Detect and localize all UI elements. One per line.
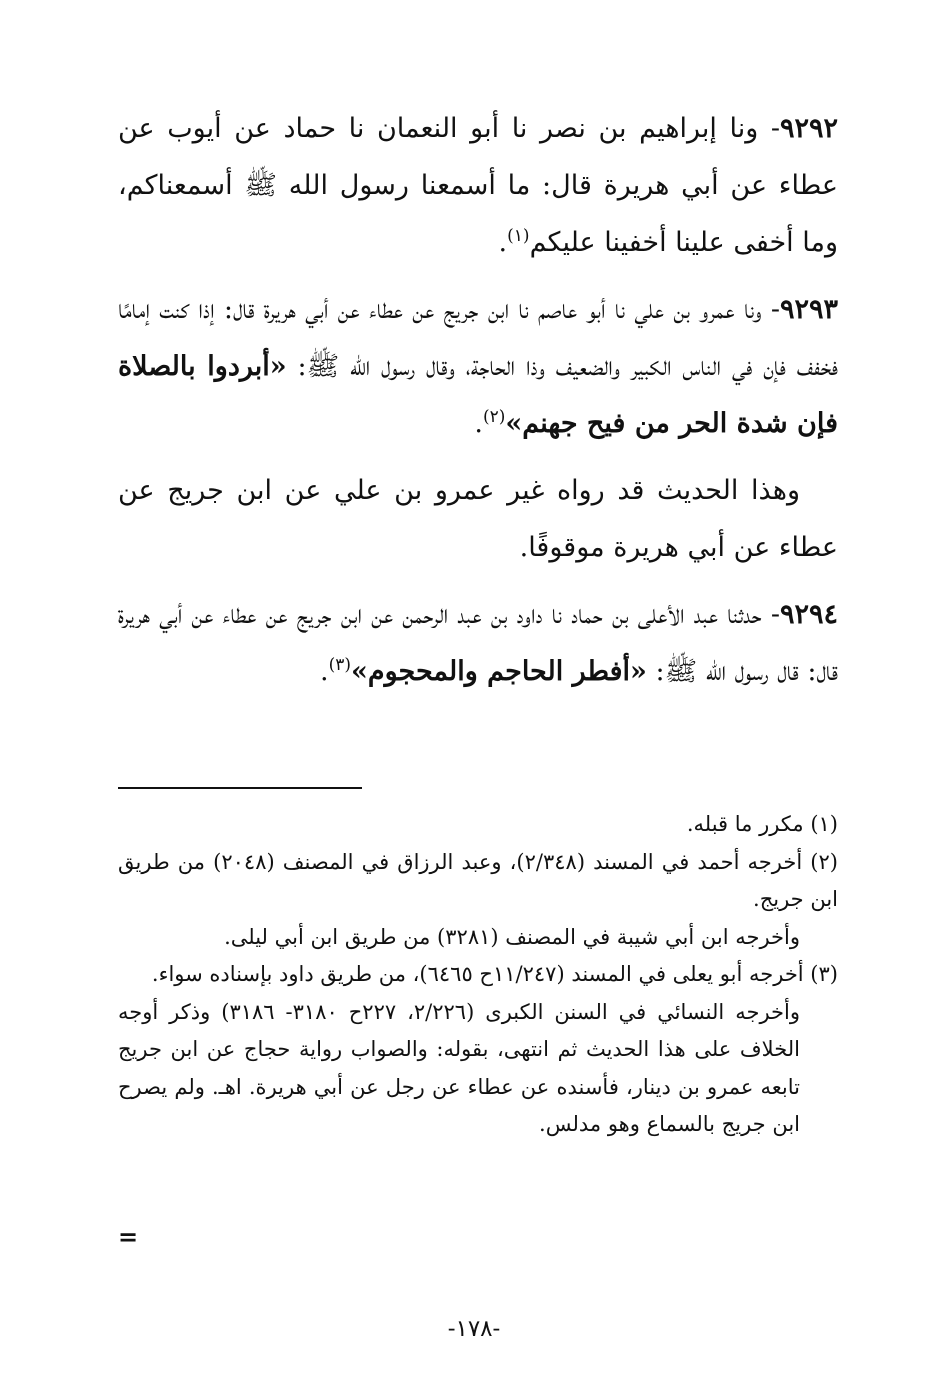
footnote-2: (٢) أخرجه أحمد في المسند (٢/٣٤٨)، وعبد الرزاق في المصنف (٢٠٤٨) من طريق ابن جريج. [118,849,838,911]
hadith-9292 [118,100,838,271]
footnote-2-continuation: وأخرجه ابن أبي شيبة في المصنف (٣٢٨١) من طريق ابن أبي ليلى. [224,924,800,949]
footnote-3: (٣) أخرجه أبو يعلى في المسند (١١/٢٤٧ح ٦٤٦٥)، من طريق داود بإسناده سواء. [151,962,838,986]
hadith-9293 [118,281,838,452]
footnotes [118,806,838,1144]
sentence-end: . [498,227,508,258]
footnote-separator [118,787,362,789]
hadith-number: ٩٢٩٤ [779,599,838,630]
footnote-1: (١) مكرر ما قبله. [686,812,838,836]
page-number: -١٧٨- [447,1316,501,1342]
hadith-number: ٩٢٩٢ [779,113,838,144]
commentary [118,462,838,576]
hadith-text: - ونا إبراهيم بن نصر نا أبو النعمان نا حماد عن أيوب عن عطاء عن أبي هريرة قال: ما أسمعنا رسول الله ﷺ أسمعناكم، وما أخفى علينا أخفينا عليكم [118,113,838,258]
commentary-text: وهذا الحديث قد رواه غير عمرو بن علي عن ابن جريج عن عطاء عن أبي هريرة موقوفًا. [118,475,838,563]
hadith-text: - ونا عمرو بن علي نا أبو عاصم نا ابن جريج عن عطاء عن أبي هريرة قال: إذا كنت إمامًا فخفف فإن في الناس الكبير والضعيف وذا الحاجة، وقال رسول الله ﷺ: [118,294,839,382]
continuation-mark: = [118,1222,139,1251]
sentence-end: . [474,408,483,439]
sentence-end: . [319,656,329,687]
footnote-ref: (١) [507,226,530,246]
hadith-number: ٩٢٩٣ [779,294,838,325]
hadith-text: - حدثنا عبد الأعلى بن حماد نا داود بن عبد الرحمن عن ابن جريج عن عطاء عن أبي هريرة قال: قال رسول الله ﷺ: [118,599,838,687]
prophetic-quote: «أفطر الحاجم والمحجوم» [350,656,647,687]
main-text [118,100,838,710]
footnote-3-continuation: وأخرجه النسائي في السنن الكبرى (٢/٢٢٦، ٢٢٧ح ٣١٨٠- ٣١٨٦) وذكر أوجه الخلاف على هذا الحديث ثم انتهى، بقوله: والصواب رواية حجاج عن ابن جريج تابعه عمرو بن دينار، فأسنده عن عطاء عن رجل عن أبي هريرة. اهـ. ولم يصرح ابن جريج بالسماع وهو مدلس. [118,999,800,1136]
hadith-9294 [118,586,838,700]
prophetic-quote: «أبردوا بالصلاة فإن شدة الحر من فيح جهنم» [118,351,838,439]
footnote-ref: (٢) [482,407,506,427]
footnote-ref: (٣) [328,655,351,675]
